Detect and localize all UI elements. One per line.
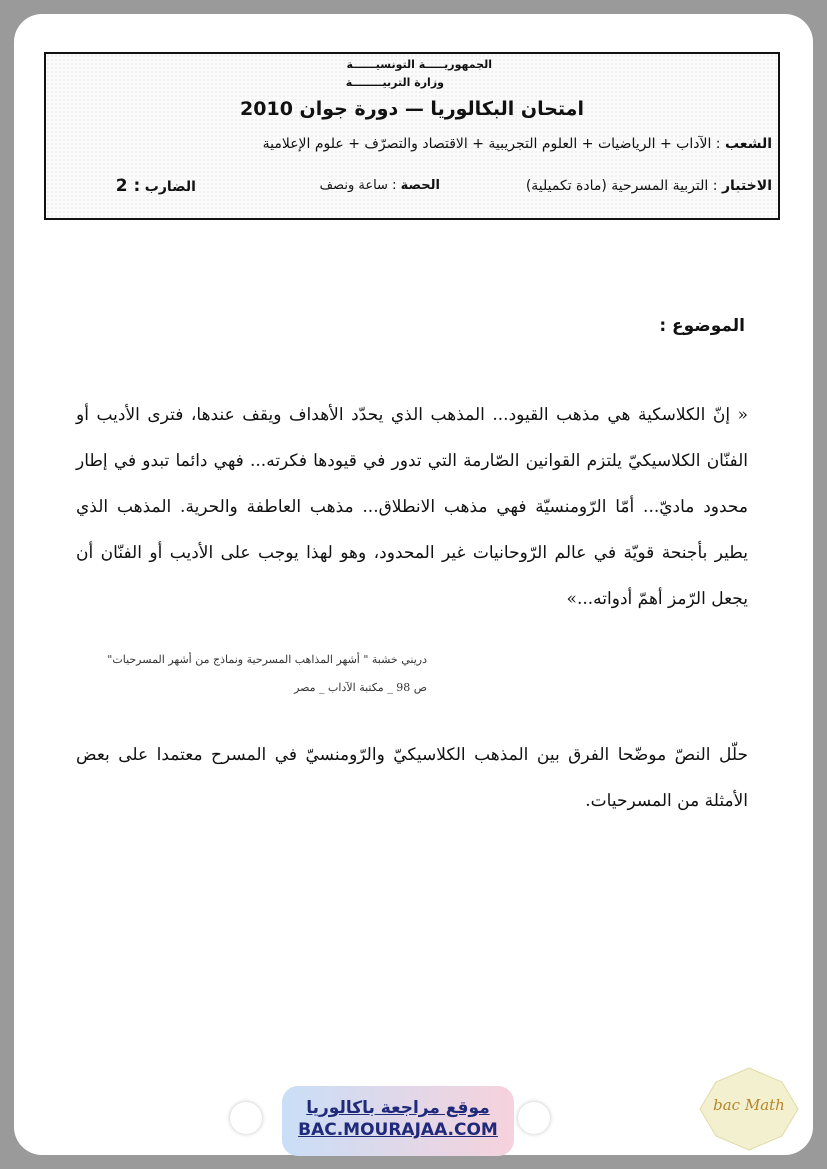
branches-label: الشعب (724, 136, 772, 152)
duration-text: : ساعة ونصف (319, 178, 397, 193)
source-line-1: دريني خشبة " أشهر المذاهب المسرحية ونماذج من أشهر المسرحيات" (107, 653, 427, 666)
coefficient-line (116, 176, 196, 196)
quote-paragraph: « إنّ الكلاسكية هي مذهب القيود... المذهب الذي يحدّد الأهداف ويقف عندها، فترى الأديب أو الفنّان الكلاسيكيّ يلتزم القوانين الصّارمة التي تدور في قيودها فكرته... فهي دائما تبدو في إطار محدود ماديّ... أمّا الرّومنسيّة فهي مذهب الانطلاق... مذهب العاطفة والحرية. المذهب الذي يطير بأجنحة قويّة في عالم الرّوحانيات غير المحدود، وهو لهذا يوجب على الأديب أو الفنّان أن يجعل الرّمز أهمّ أدواته...» (76, 405, 748, 609)
source-line-2: ص 98 _ مكتبة الآداب _ مصر (294, 681, 427, 694)
site-url: BAC.MOURAJAA.COM (298, 1120, 498, 1140)
topic-label: الموضوع : (659, 316, 745, 336)
subject-text: : التربية المسرحية (مادة تكميلية) (525, 178, 718, 194)
branches-text: : الآداب + الرياضيات + العلوم التجريبية + الاقتصاد والتصرّف + علوم الإعلامية (262, 136, 721, 152)
coefficient-label: الضارب (144, 179, 196, 195)
coefficient-value: : 2 (115, 176, 141, 196)
bac-math-badge (694, 1064, 804, 1154)
duration-line (320, 178, 440, 193)
site-logo-icon (230, 1102, 262, 1134)
source-citation (107, 646, 427, 702)
exam-header (44, 52, 780, 220)
republic-name: الجمهوريـــــة التونسيــــــة (346, 58, 492, 71)
branches-line (263, 136, 772, 152)
subject-line (526, 178, 772, 194)
site-banner-link[interactable] (282, 1086, 514, 1156)
subject-label: الاختبار (721, 178, 772, 194)
exam-title: امتحان البكالوريا — دورة جوان 2010 (240, 98, 584, 120)
duration-label: الحصة (400, 178, 440, 193)
ministry-name: وزارة التربيــــــــة (345, 76, 444, 89)
task-paragraph: حلّل النصّ موضّحا الفرق بين المذهب الكلاسيكيّ والرّومنسيّ في المسرح معتمدا على بعض الأمثلة من المسرحيات. (76, 745, 748, 811)
badge-text: bac Math (713, 1096, 785, 1114)
site-logo-icon (518, 1102, 550, 1134)
site-name-arabic: موقع مراجعة باكالوريا (306, 1098, 490, 1118)
